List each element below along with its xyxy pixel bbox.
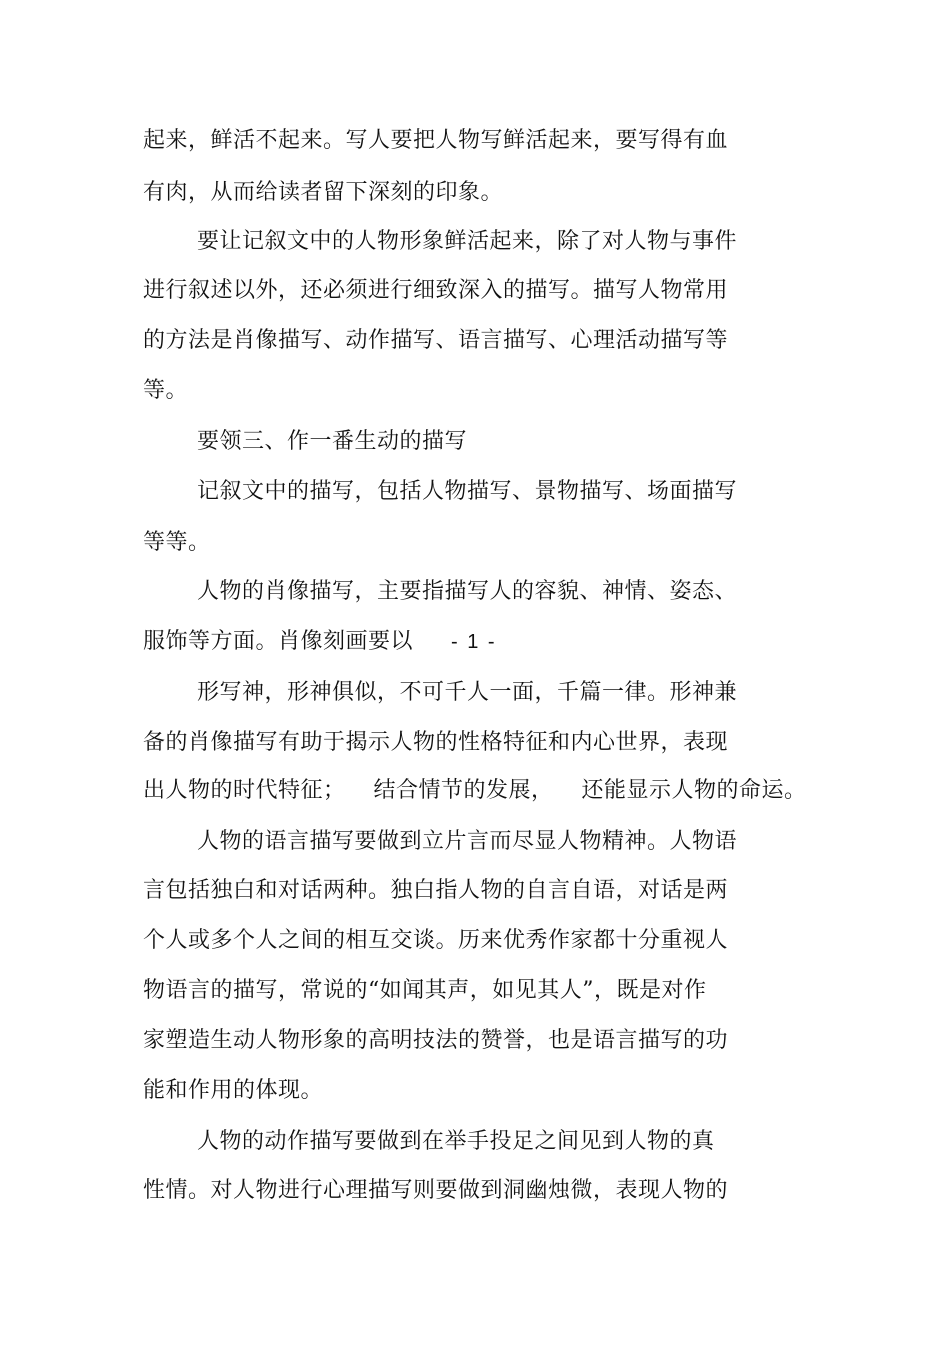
paragraph-start-line: 记叙文中的描写，包括人物描写、景物描写、场面描写 xyxy=(197,479,738,504)
text-segment: 服饰等方面。肖像刻画要以 xyxy=(143,629,414,654)
text-line: 起来，鲜活不起来。写人要把人物写鲜活起来，要写得有血 xyxy=(143,128,729,153)
text-line: 有肉，从而给读者留下深刻的印象。 xyxy=(143,180,504,205)
text-line: 性情。对人物进行心理描写则要做到洞幽烛微，表现人物的 xyxy=(143,1178,729,1203)
page-number: - 1 - xyxy=(451,631,497,653)
paragraph-start-line: 人物的语言描写要做到立片言而尽显人物精神。人物语 xyxy=(197,829,738,854)
paragraph-start-line: 要让记叙文中的人物形象鲜活起来，除了对人物与事件 xyxy=(197,229,738,254)
paragraph-start-line: 人物的动作描写要做到在举手投足之间见到人物的真 xyxy=(197,1129,715,1154)
text-line: 言包括独白和对话两种。独白指人物的自言自语，对话是两 xyxy=(143,878,729,903)
text-segment: 出人物的时代特征； xyxy=(143,778,346,803)
paragraph-start-line: 形写神，形神俱似，不可千人一面，千篇一律。形神兼 xyxy=(197,680,738,705)
text-line-with-gaps xyxy=(143,778,807,804)
text-line: 备的肖像描写有助于揭示人物的性格特征和内心世界，表现 xyxy=(143,730,729,755)
text-line: 能和作用的体现。 xyxy=(143,1078,324,1103)
text-line-with-page-number xyxy=(143,629,497,655)
text-segment: 结合情节的发展， xyxy=(373,778,554,803)
text-line: 物语言的描写，常说的“如闻其声，如见其人”，既是对作 xyxy=(143,978,707,1003)
paragraph-start-line: 人物的肖像描写，主要指描写人的容貌、神情、姿态、 xyxy=(197,579,738,604)
text-line: 进行叙述以外，还必须进行细致深入的描写。描写人物常用 xyxy=(143,278,729,303)
text-line: 个人或多个人之间的相互交谈。历来优秀作家都十分重视人 xyxy=(143,928,729,953)
text-line: 等等。 xyxy=(143,530,211,555)
section-heading: 要领三、作一番生动的描写 xyxy=(197,429,468,454)
text-line: 的方法是肖像描写、动作描写、语言描写、心理活动描写等 xyxy=(143,328,729,353)
text-line: 家塑造生动人物形象的高明技法的赞誉，也是语言描写的功 xyxy=(143,1028,729,1053)
text-segment: 还能显示人物的命运。 xyxy=(581,778,807,803)
text-line: 等。 xyxy=(143,378,189,403)
